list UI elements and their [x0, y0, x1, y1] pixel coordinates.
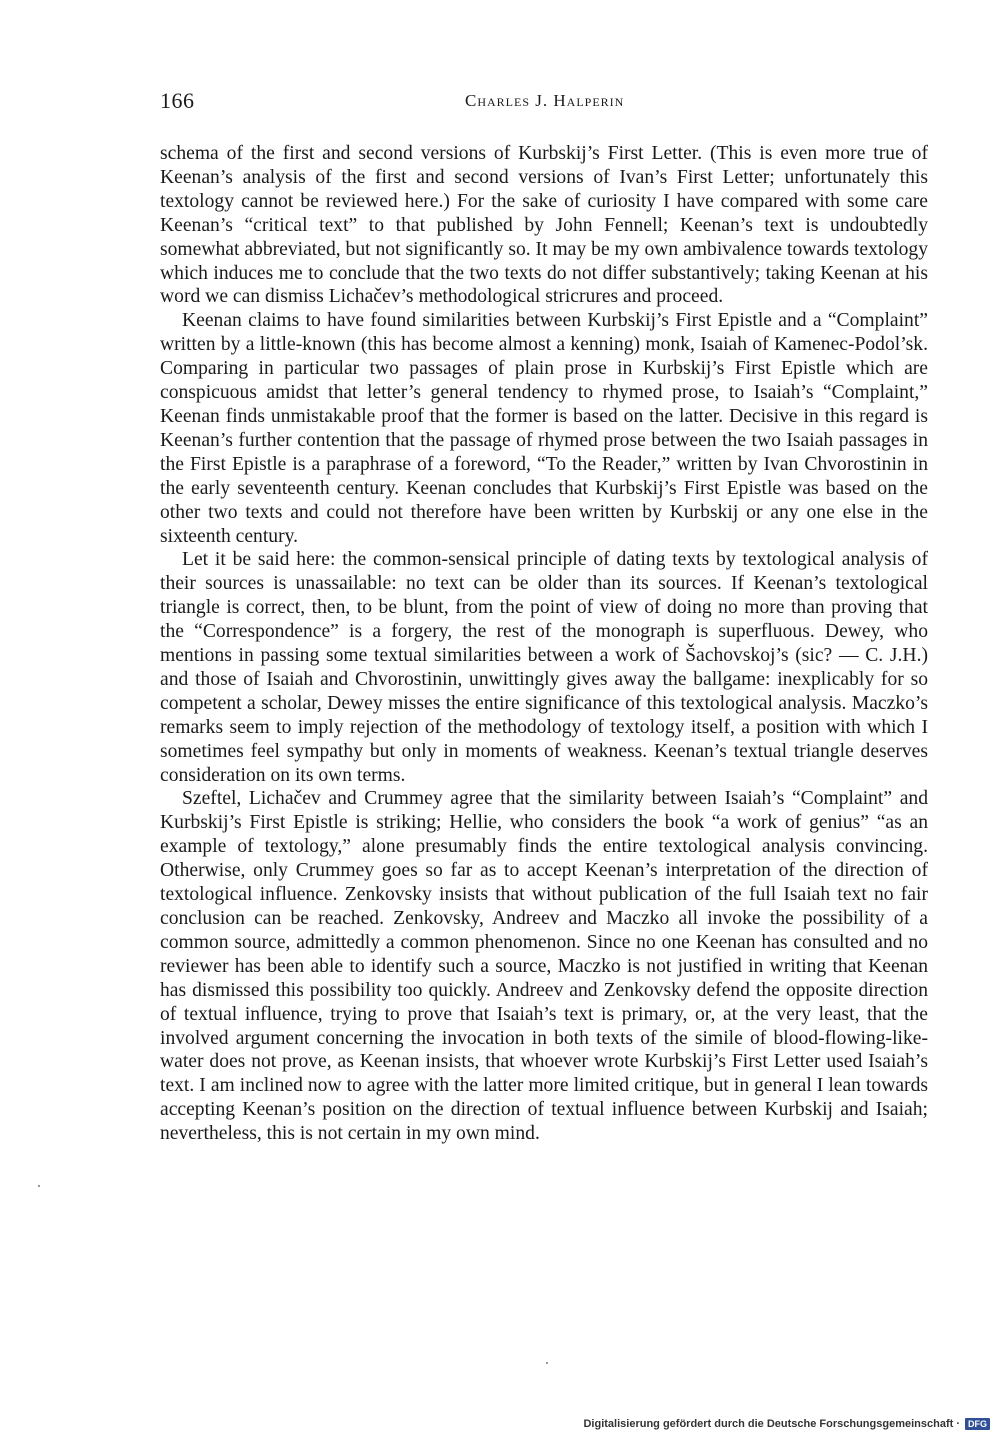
paragraph-2: Keenan claims to have found similarities between Kurbskij’s First Epistle and a “Complaint” written by a little-known (this has become almost a kenning) monk, Isaiah of Kamenec-Podol’sk. Comparing in particular two passages of plain prose in Kurbskij’s First Epistle which are conspicuous amidst that letter’s general tendency to rhymed prose, to Isaiah’s “Complaint,” Keenan finds unmistakable proof that the former is based on the latter. Decisive in this regard is Keenan’s further contention that the passage of rhymed prose between the two Isaiah passages in the First Epistle is a paraphrase of a foreword, “To the Reader,” written by Ivan Chvorostinin in the early seventeenth century. Keenan concludes that Kurbskij’s First Epistle was based on the other two texts and could not therefore have been written by Kurbskij or any one else in the sixteenth century.	[160, 310, 928, 547]
body-text	[160, 142, 928, 1146]
scan-speck	[546, 1362, 548, 1364]
running-head: Charles J. Halperin	[465, 91, 625, 110]
digitization-credit	[583, 1418, 990, 1430]
credit-text: Digitalisierung gefördert durch die Deutsche Forschungsgemeinschaft ·	[583, 1418, 960, 1430]
paragraph-4: Szeftel, Lichačev and Crummey agree that the similarity between Isaiah’s “Complaint” and Kurbskij’s First Epistle is striking; Hellie, who considers the book “a work of genius” “as an example of textology,” alone presumably finds the entire textological analysis convincing. Otherwise, only Crummey goes so far as to accept Keenan’s interpretation of the direction of textological influence. Zenkovsky insists that without publication of the full Isaiah text no fair conclusion can be reached. Zenkovsky, Andreev and Maczko all invoke the possibility of a common source, admittedly a common phenomenon. Since no one Keenan has consulted and no reviewer has been able to identify such a source, Maczko is not justified in writing that Keenan has dismissed this possibility too quickly. Andreev and Zenkovsky defend the opposite direction of textual influence, trying to prove that Isaiah’s text is primary, or, at the very least, that the involved argument concerning the invocation in both texts of the simile of blood-flowing-like-water does not prove, as Keenan insists, that whoever wrote Kurbskij’s First Letter used Isaiah’s text. I am inclined now to agree with the latter more limited critique, but in general I lean towards accepting Keenan’s position on the direction of textual influence between Kurbskij and Isaiah; nevertheless, this is not certain in my own mind.	[160, 788, 928, 1145]
paragraph-3: Let it be said here: the common-sensical principle of dating texts by textological analysis of their sources is unassailable: no text can be older than its sources. If Keenan’s textological triangle is correct, then, to be blunt, from the point of view of doing no more than proving that the “Correspondence” is a forgery, the rest of the monograph is superfluous. Dewey, who mentions in passing some textual similarities between a work of Šachovskoj’s (sic? — C. J.H.) and those of Isaiah and Chvorostinin, unwittingly gives away the ballgame: inexplicably for so competent a scholar, Dewey misses the entire significance of this textological analysis. Maczko’s remarks seem to imply rejection of the methodology of textology itself, a position with which I sometimes feel sympathy but only in moments of weakness. Keenan’s textual triangle deserves consideration on its own terms.	[160, 549, 928, 786]
dfg-logo: DFG	[965, 1418, 990, 1430]
scan-speck	[38, 1185, 40, 1187]
paragraph-1: schema of the first and second versions of Kurbskij’s First Letter. (This is even more true of Keenan’s analysis of the first and second versions of Ivan’s First Letter; unfortunately this textology cannot be reviewed here.) For the sake of curiosity I have compared with some care Keenan’s “critical text” to that published by John Fennell; Keenan’s text is undoubtedly somewhat abbreviated, but not significantly so. It may be my own ambivalence towards textology which induces me to conclude that the two texts do not differ substantively; taking Keenan at his word we can dismiss Lichačev’s methodological stricrures and proceed.	[160, 143, 928, 308]
page-number: 166	[160, 88, 195, 113]
